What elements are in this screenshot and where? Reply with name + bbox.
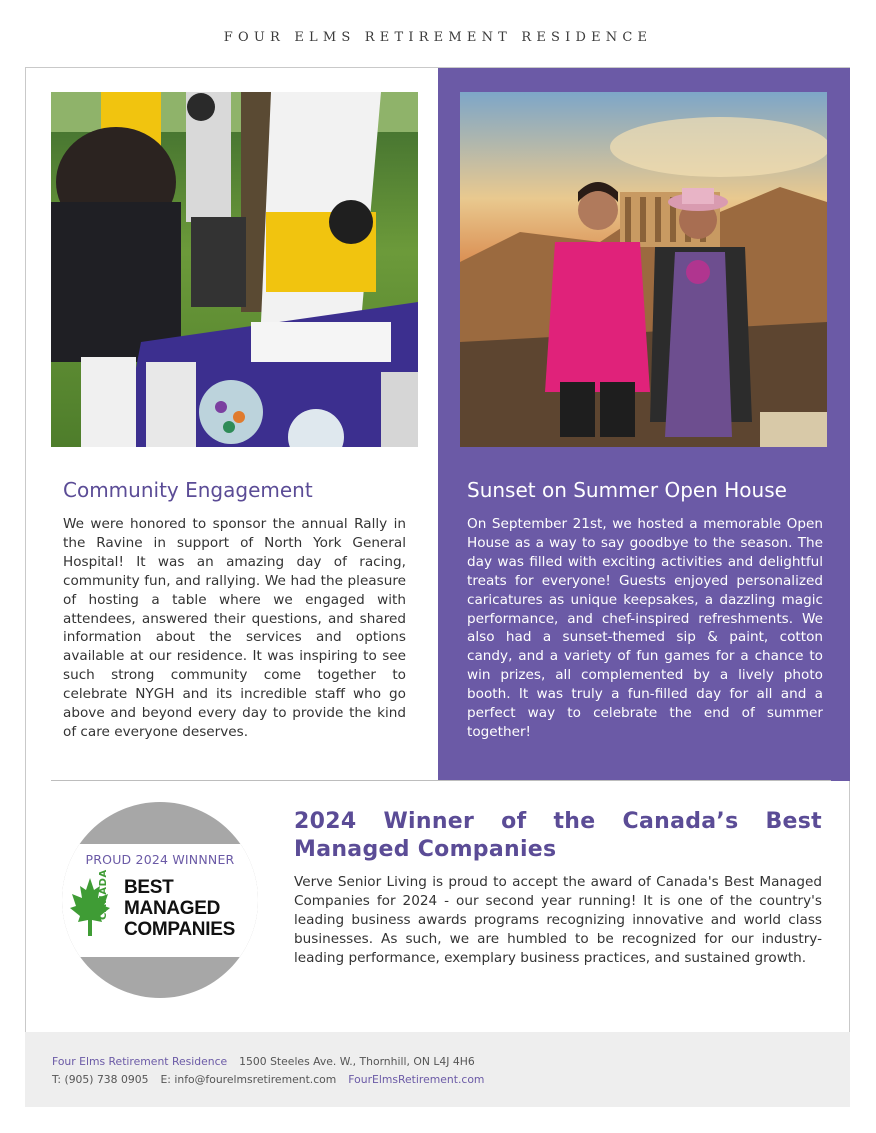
footer-contact-line	[52, 1073, 484, 1086]
footer-phone[interactable]: T: (905) 738 0905	[52, 1073, 149, 1086]
badge-word-companies: COMPANIES	[124, 919, 235, 940]
badge-wordmark	[124, 877, 235, 940]
best-managed-badge	[62, 802, 258, 998]
rally-photo	[51, 92, 418, 447]
badge-word-managed: MANAGED	[124, 898, 221, 919]
community-engagement-title: Community Engagement	[63, 478, 313, 502]
badge-word-best: BEST	[124, 877, 174, 898]
footer-website-link[interactable]: FourElmsRetirement.com	[348, 1073, 485, 1086]
footer-residence-name: Four Elms Retirement Residence	[52, 1055, 228, 1068]
badge-canada-text: CANADA	[98, 869, 109, 920]
open-house-photo	[460, 92, 827, 447]
award-text: Verve Senior Living is proud to accept the award of Canada's Best Managed Companies for 2024 - our second year running! It is one of the country's leading business awards programs recognizing innovative and world class businesses. As such, we are humbled to be recognized for our industry-leading performance, exemplary business practices, and sustained growth.	[294, 874, 822, 966]
open-house-text: On September 21st, we hosted a memorable Open House as a way to say goodbye to the season. The day was filled with exciting activities and delightful treats for everyone! Guests enjoyed personalized caricatures as unique keepsakes, a dazzling magic performance, and chef-inspired refreshments. We also had a sunset-themed sip & paint, cotton candy, and a variety of fun games for a chance to win prizes, all complemented by a lively photo booth. It was truly a fun-filled day for all and a perfect way to celebrate the end of summer together!	[467, 516, 823, 740]
section-divider	[51, 780, 831, 781]
award-title: 2024 Winner of the Canada’s Best Managed Companies	[294, 809, 822, 862]
masthead: FOUR ELMS RETIREMENT RESIDENCE	[223, 30, 653, 45]
community-engagement-text: We were honored to sponsor the annual Rally in the Ravine in support of North York General Hospital! It was an amazing day of racing, community fun, and rallying. We had the pleasure of hosting a table where we engaged with attendees, answered their questions, and shared information about the services and options available at our residence. It was inspiring to see such strong community come together to celebrate NYGH and its incredible staff who go above and beyond every day to provide the kind of care everyone deserves.	[63, 516, 406, 740]
footer	[25, 1032, 850, 1107]
footer-email[interactable]: E: info@fourelmsretirement.com	[160, 1073, 337, 1086]
footer-address: 1500 Steeles Ave. W., Thornhill, ON L4J 4H6	[239, 1055, 475, 1068]
open-house-title: Sunset on Summer Open House	[467, 478, 787, 502]
badge-proud-text: PROUD 2024 WINNNER	[85, 852, 235, 867]
footer-address-line	[52, 1055, 475, 1068]
